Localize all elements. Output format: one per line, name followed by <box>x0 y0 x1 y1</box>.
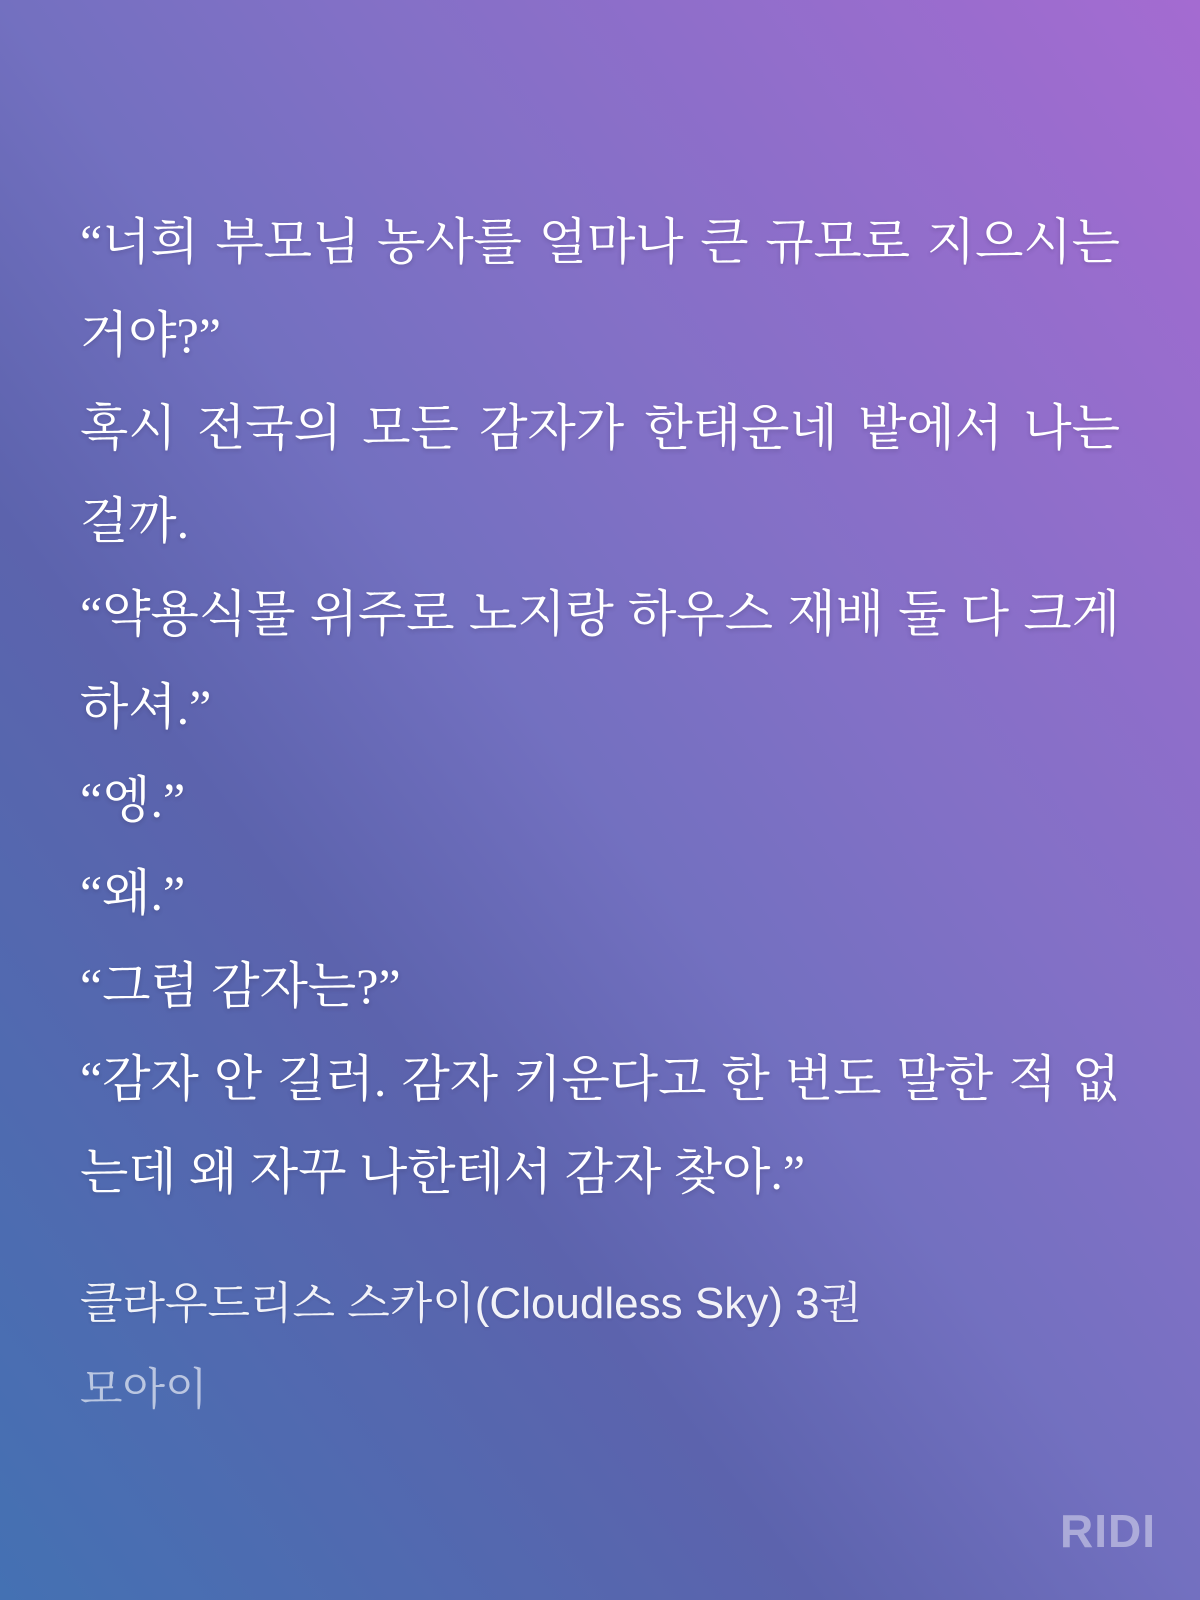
ridi-logo: RIDI <box>1060 1505 1156 1557</box>
quote-paragraph: “감자 안 길러. 감자 키운다고 한 번도 말한 적 없는데 왜 자꾸 나한테서 감자 찾아.” <box>80 1051 1120 1200</box>
quote-paragraph: 혹시 전국의 모든 감자가 한태운네 밭에서 나는 걸까. <box>80 400 1120 549</box>
book-title: 클라우드리스 스카이(Cloudless Sky) 3권 <box>80 1279 863 1328</box>
quote-text-block <box>80 196 1120 1219</box>
quote-paragraph: “엥.” <box>80 772 186 828</box>
quote-paragraph: “너희 부모님 농사를 얼마나 큰 규모로 지으시는 거야?” <box>80 214 1120 363</box>
book-author: 모아이 <box>80 1365 208 1414</box>
quote-content <box>80 196 1120 1433</box>
quote-paragraph: “그럼 감자는?” <box>80 958 401 1014</box>
quote-paragraph: “약용식물 위주로 노지랑 하우스 재배 둘 다 크게 하셔.” <box>80 586 1120 735</box>
book-meta <box>80 1261 1120 1433</box>
quote-paragraph: “왜.” <box>80 865 186 921</box>
